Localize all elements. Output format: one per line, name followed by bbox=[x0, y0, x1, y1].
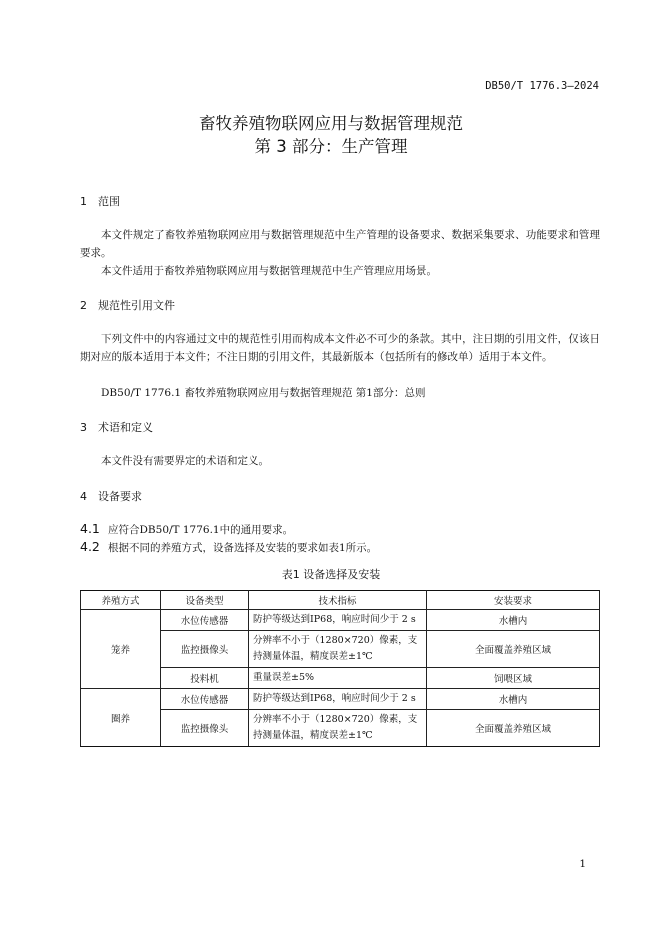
section-4-heading bbox=[80, 488, 142, 504]
installation-cell: 水槽内 bbox=[427, 610, 600, 631]
table-row bbox=[81, 689, 600, 710]
section-3-paragraph-1: 本文件没有需要界定的术语和定义。 bbox=[101, 455, 269, 467]
section-number: 3 bbox=[80, 421, 87, 434]
table-row bbox=[81, 610, 600, 631]
section-title: 术语和定义 bbox=[98, 421, 153, 434]
normative-reference: DB50/T 1776.1 畜牧养殖物联网应用与数据管理规范 第1部分：总则 bbox=[101, 387, 426, 399]
section-title: 规范性引用文件 bbox=[98, 299, 175, 312]
section-number: 2 bbox=[80, 299, 87, 312]
table-header-row bbox=[81, 591, 600, 610]
clause-number: 4.2 bbox=[80, 539, 100, 554]
clause-number: 4.1 bbox=[80, 521, 100, 536]
installation-cell: 全面覆盖养殖区域 bbox=[427, 710, 600, 747]
clause-4-1 bbox=[80, 521, 293, 537]
section-title: 设备要求 bbox=[98, 490, 142, 503]
section-2-paragraph-1: 下列文件中的内容通过文中的规范性引用而构成本文件必不可少的条款。其中，注日期的引用文件，仅该日期对应的版本适用于本文件；不注日期的引用文件，其最新版本（包括所有的修改单）适用于本文件。 bbox=[80, 333, 600, 363]
table-caption: 表1 设备选择及安装 bbox=[281, 568, 381, 581]
column-header: 养殖方式 bbox=[81, 591, 161, 610]
section-2-heading bbox=[80, 297, 175, 313]
device-type-cell: 监控摄像头 bbox=[161, 631, 249, 668]
technical-spec-cell: 防护等级达到IP68，响应时间少于 2 s bbox=[249, 689, 427, 710]
column-header: 设备类型 bbox=[161, 591, 249, 610]
section-number: 1 bbox=[80, 195, 87, 208]
device-type-cell: 投料机 bbox=[161, 668, 249, 689]
clause-4-2 bbox=[80, 539, 377, 555]
breeding-mode-cell: 笼养 bbox=[81, 610, 161, 689]
section-3-heading bbox=[80, 419, 153, 435]
technical-spec-cell: 分辨率不小于（1280×720）像素，支持测量体温，精度误差±1℃ bbox=[249, 631, 427, 668]
device-type-cell: 水位传感器 bbox=[161, 689, 249, 710]
clause-text: 应符合DB50/T 1776.1中的通用要求。 bbox=[108, 524, 294, 536]
device-type-cell: 监控摄像头 bbox=[161, 710, 249, 747]
equipment-table bbox=[80, 590, 600, 747]
document-subtitle: 第 3 部分：生产管理 bbox=[254, 137, 408, 156]
installation-cell: 饲喂区域 bbox=[427, 668, 600, 689]
installation-cell: 水槽内 bbox=[427, 689, 600, 710]
clause-text: 根据不同的养殖方式，设备选择及安装的要求如表1所示。 bbox=[108, 542, 378, 554]
section-1-heading bbox=[80, 193, 120, 209]
technical-spec-cell: 防护等级达到IP68，响应时间少于 2 s bbox=[249, 610, 427, 631]
section-1-paragraph-2: 本文件适用于畜牧养殖物联网应用与数据管理规范中生产管理应用场景。 bbox=[101, 265, 437, 277]
breeding-mode-cell: 圈养 bbox=[81, 689, 161, 747]
column-header: 安装要求 bbox=[427, 591, 600, 610]
technical-spec-cell: 分辨率不小于（1280×720）像素，支持测量体温，精度误差±1℃ bbox=[249, 710, 427, 747]
section-title: 范围 bbox=[98, 195, 120, 208]
document-number: DB50/T 1776.3—2024 bbox=[485, 80, 599, 92]
technical-spec-cell: 重量误差±5% bbox=[249, 668, 427, 689]
section-1-paragraph-1: 本文件规定了畜牧养殖物联网应用与数据管理规范中生产管理的设备要求、数据采集要求、功能要求和管理要求。 bbox=[80, 229, 600, 259]
device-type-cell: 水位传感器 bbox=[161, 610, 249, 631]
document-title: 畜牧养殖物联网应用与数据管理规范 bbox=[199, 114, 463, 133]
installation-cell: 全面覆盖养殖区域 bbox=[427, 631, 600, 668]
page-number: 1 bbox=[579, 858, 586, 870]
section-number: 4 bbox=[80, 490, 87, 503]
column-header: 技术指标 bbox=[249, 591, 427, 610]
